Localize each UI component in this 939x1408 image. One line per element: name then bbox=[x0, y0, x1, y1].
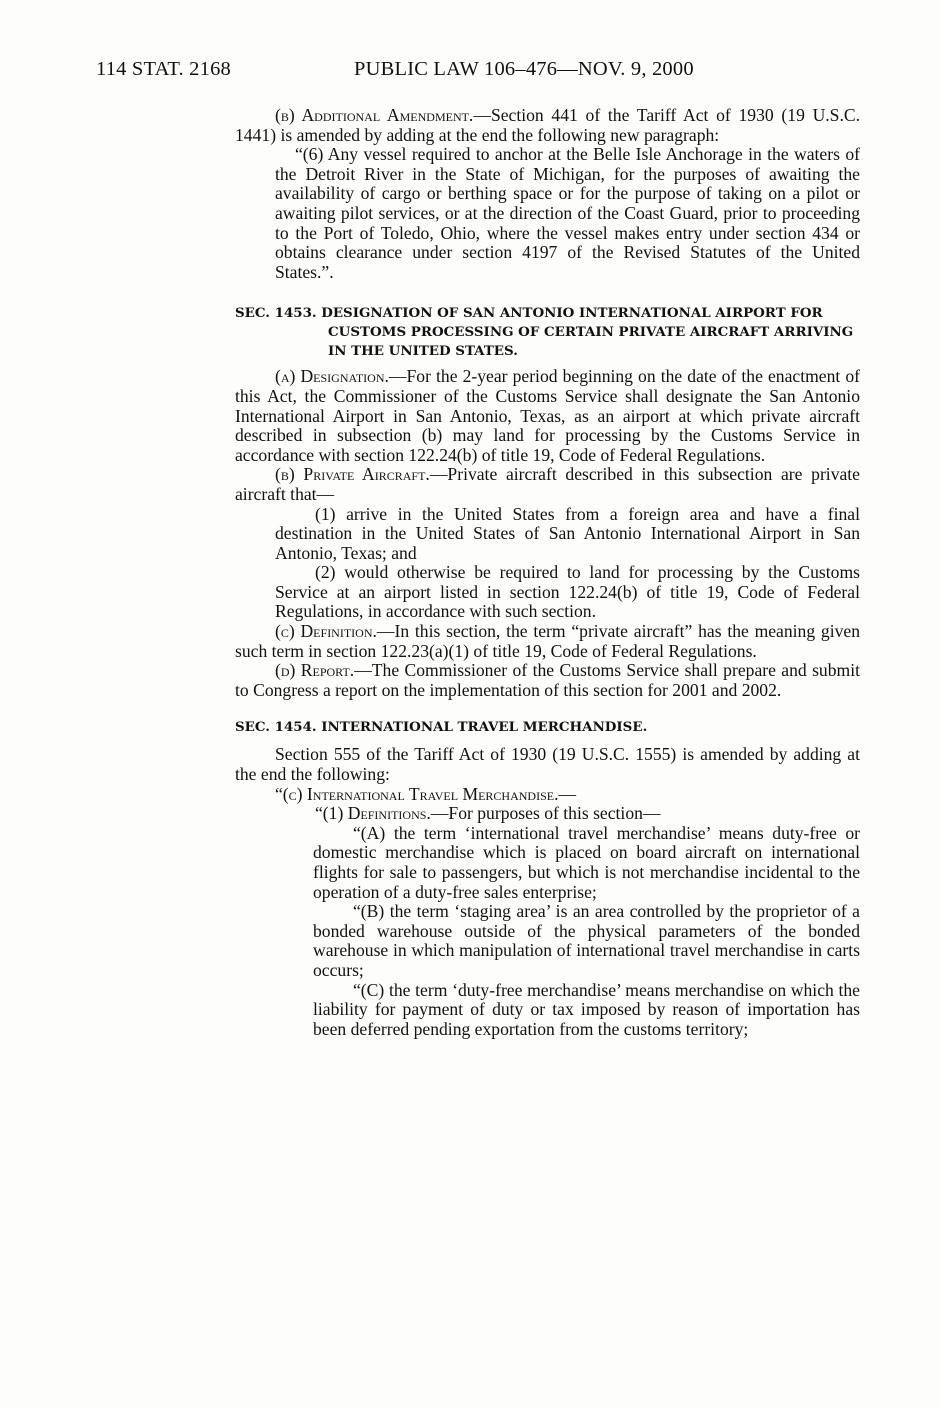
sec-1453-b-heading: (b) Private Aircraft. bbox=[275, 464, 430, 485]
running-head bbox=[96, 58, 746, 86]
sec-1453-c bbox=[235, 622, 860, 661]
section-1454-number: SEC. 1454. bbox=[235, 719, 317, 736]
sec-1453-a bbox=[235, 367, 860, 465]
document-body bbox=[235, 106, 860, 1039]
sec-1454-c-1-text: —For purposes of this section— bbox=[430, 803, 661, 824]
sec-1453-d-heading: (d) Report. bbox=[275, 660, 355, 681]
sec-1453-b-text: —Private aircraft described in this subsection are private aircraft that— bbox=[235, 464, 860, 504]
sec-1453-a-heading: (a) Designation. bbox=[275, 366, 389, 387]
sec-1453-c-text: —In this section, the term “private aircraft” has the meaning given such term in section 122.23(a)(1) of title 19, Code of Federal Regulations. bbox=[235, 621, 860, 661]
amendment-b-paragraph bbox=[235, 106, 860, 145]
sec-1454-c-1-B: “(B) the term ‘staging area’ is an area controlled by the proprietor of a bonded warehouse outside of the physical parameters of the bonded warehouse in which manipulation of international travel merchandise in carts occurs; bbox=[313, 901, 860, 980]
stat-citation: 114 STAT. 2168 bbox=[96, 58, 231, 80]
quoted-amendment bbox=[275, 145, 860, 282]
sec-1454-c-1 bbox=[275, 804, 860, 824]
section-1454-title: INTERNATIONAL TRAVEL MERCHANDISE. bbox=[321, 719, 648, 736]
sec-1453-a-text: —For the 2-year period beginning on the date of the enactment of this Act, the Commissioner of the Customs Service shall designate the San Antonio International Airport in San Antonio, Texas, as an airport at which private aircraft described in subsection (b) may land for processing by the Customs Service in accordance with section 122.24(b) of title 19, Code of Federal Regulations. bbox=[235, 366, 861, 465]
sec-1453-b-2: (2) would otherwise be required to land for processing by the Customs Service at an airport listed in section 122.24(b) of title 19, Code of Federal Regulations, in accordance with such section. bbox=[275, 562, 860, 622]
sec-1453-b bbox=[235, 465, 860, 504]
sec-1454-c-1-A: “(A) the term ‘international travel merchandise’ means duty-free or domestic merchandise which is placed on board aircraft on international flights for sale to passengers, but which is not merchandise incidental to the operation of a duty-free sales enterprise; bbox=[313, 822, 860, 902]
section-1453-number: SEC. 1453. bbox=[235, 305, 317, 322]
sec-1453-b-1: (1) arrive in the United States from a foreign area and have a final destination in the United States of San Antonio International Airport in San Antonio, Texas; and bbox=[275, 503, 860, 563]
amendment-b-text: —Section 441 of the Tariff Act of 1930 (19 U.S.C. 1441) is amended by adding at the end the following new paragraph: bbox=[235, 105, 861, 145]
amendment-b-heading: (b) Additional Amendment. bbox=[275, 105, 474, 125]
sec-1454-c-heading: “(c) International Travel Merchandise. bbox=[275, 783, 559, 804]
sec-1454-c bbox=[235, 785, 860, 805]
section-1453-heading bbox=[235, 304, 860, 361]
sec-1453-c-heading: (c) Definition. bbox=[275, 621, 377, 642]
law-citation: PUBLIC LAW 106–476—NOV. 9, 2000 bbox=[354, 58, 694, 80]
quoted-paragraph-6: “(6) Any vessel required to anchor at the Belle Isle Anchorage in the waters of the Detroit River in the State of Michigan, for the purposes of awaiting the availability of cargo or berthing space or for the purpose of taking on a pilot or awaiting pilot services, or at the direction of the Coast Guard, prior to proceeding to the Port of Toledo, Ohio, where the vessel makes entry under section 434 or obtains clearance under section 4197 of the Revised Statutes of the United States.”. bbox=[275, 144, 860, 282]
sec-1454-intro: Section 555 of the Tariff Act of 1930 (19 U.S.C. 1555) is amended by adding at the end the following: bbox=[235, 744, 860, 785]
sec-1454-c-1-C: “(C) the term ‘duty-free merchandise’ means merchandise on which the liability for payment of duty or tax imposed by reason of importation has been deferred pending exportation from the customs territory; bbox=[313, 979, 860, 1039]
sec-1453-d-text: —The Commissioner of the Customs Service shall prepare and submit to Congress a report on the implementation of this section for 2001 and 2002. bbox=[235, 660, 860, 700]
sec-1454-c-1-heading: “(1) Definitions. bbox=[315, 803, 431, 824]
section-1454-heading bbox=[235, 718, 860, 737]
section-1453-title: DESIGNATION OF SAN ANTONIO INTERNATIONAL AIRPORT FOR CUSTOMS PROCESSING OF CERTAIN PRIVATE AIRCRAFT ARRIVING IN THE UNITED STATES. bbox=[321, 305, 854, 360]
sec-1453-d bbox=[235, 661, 860, 700]
sec-1454-c-dash: — bbox=[558, 783, 577, 804]
